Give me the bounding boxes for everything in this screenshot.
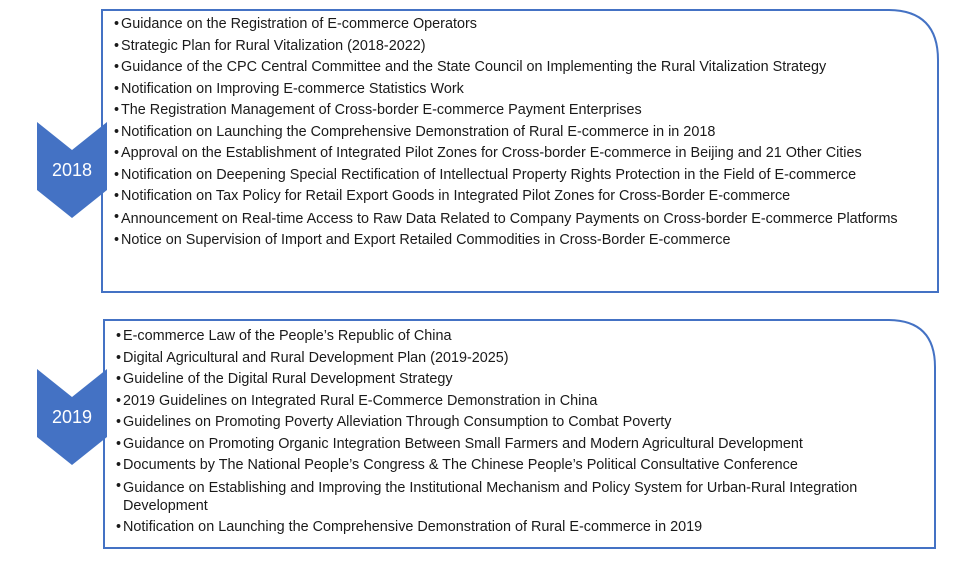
list-item: • Guidance of the CPC Central Committee and the State Council on Implementing the Rural Vitalization Strategy (114, 57, 914, 79)
list-item: • Notification on Tax Policy for Retail Export Goods in Integrated Pilot Zones for Cross-Border E-commerce (114, 186, 914, 208)
list-item: • Notification on Deepening Special Rectification of Intellectual Property Rights Protection in the Field of E-commerce (114, 165, 914, 187)
list-item: • Notification on Launching the Comprehensive Demonstration of Rural E-commerce in in 2018 (114, 122, 914, 144)
list-item: • Guidance on Establishing and Improving the Institutional Mechanism and Policy System for Urban-Rural Integration Development (116, 477, 916, 517)
list-item: • 2019 Guidelines on Integrated Rural E-Commerce Demonstration in China (116, 391, 916, 413)
year-label-2019: 2019 (51, 407, 93, 427)
policy-list-2018 (114, 14, 914, 251)
list-item: • Guidance on Promoting Organic Integration Between Small Farmers and Modern Agricultural Development (116, 434, 916, 456)
list-item: • Guidelines on Promoting Poverty Alleviation Through Consumption to Combat Poverty (116, 412, 916, 434)
list-item: • Notification on Launching the Comprehensive Demonstration of Rural E-commerce in 2019 (116, 517, 916, 539)
year-label-2018: 2018 (51, 160, 93, 180)
list-item: • Guideline of the Digital Rural Development Strategy (116, 369, 916, 391)
policy-list-2019 (116, 326, 916, 538)
list-item: • Notification on Improving E-commerce Statistics Work (114, 79, 914, 101)
list-item: • Approval on the Establishment of Integrated Pilot Zones for Cross-border E-commerce in Beijing and 21 Other Cities (114, 143, 914, 165)
list-item: • Announcement on Real-time Access to Raw Data Related to Company Payments on Cross-border E-commerce Platforms (114, 208, 914, 230)
list-item: • Strategic Plan for Rural Vitalization (2018-2022) (114, 36, 914, 58)
list-item: • E-commerce Law of the People’s Republic of China (116, 326, 916, 348)
list-item: • Documents by The National People’s Congress & The Chinese People’s Political Consultative Conference (116, 455, 916, 477)
list-item: • Digital Agricultural and Rural Development Plan (2019-2025) (116, 348, 916, 370)
list-item: • Notice on Supervision of Import and Export Retailed Commodities in Cross-Border E-commerce (114, 230, 914, 252)
list-item: • The Registration Management of Cross-border E-commerce Payment Enterprises (114, 100, 914, 122)
list-item: • Guidance on the Registration of E-commerce Operators (114, 14, 914, 36)
